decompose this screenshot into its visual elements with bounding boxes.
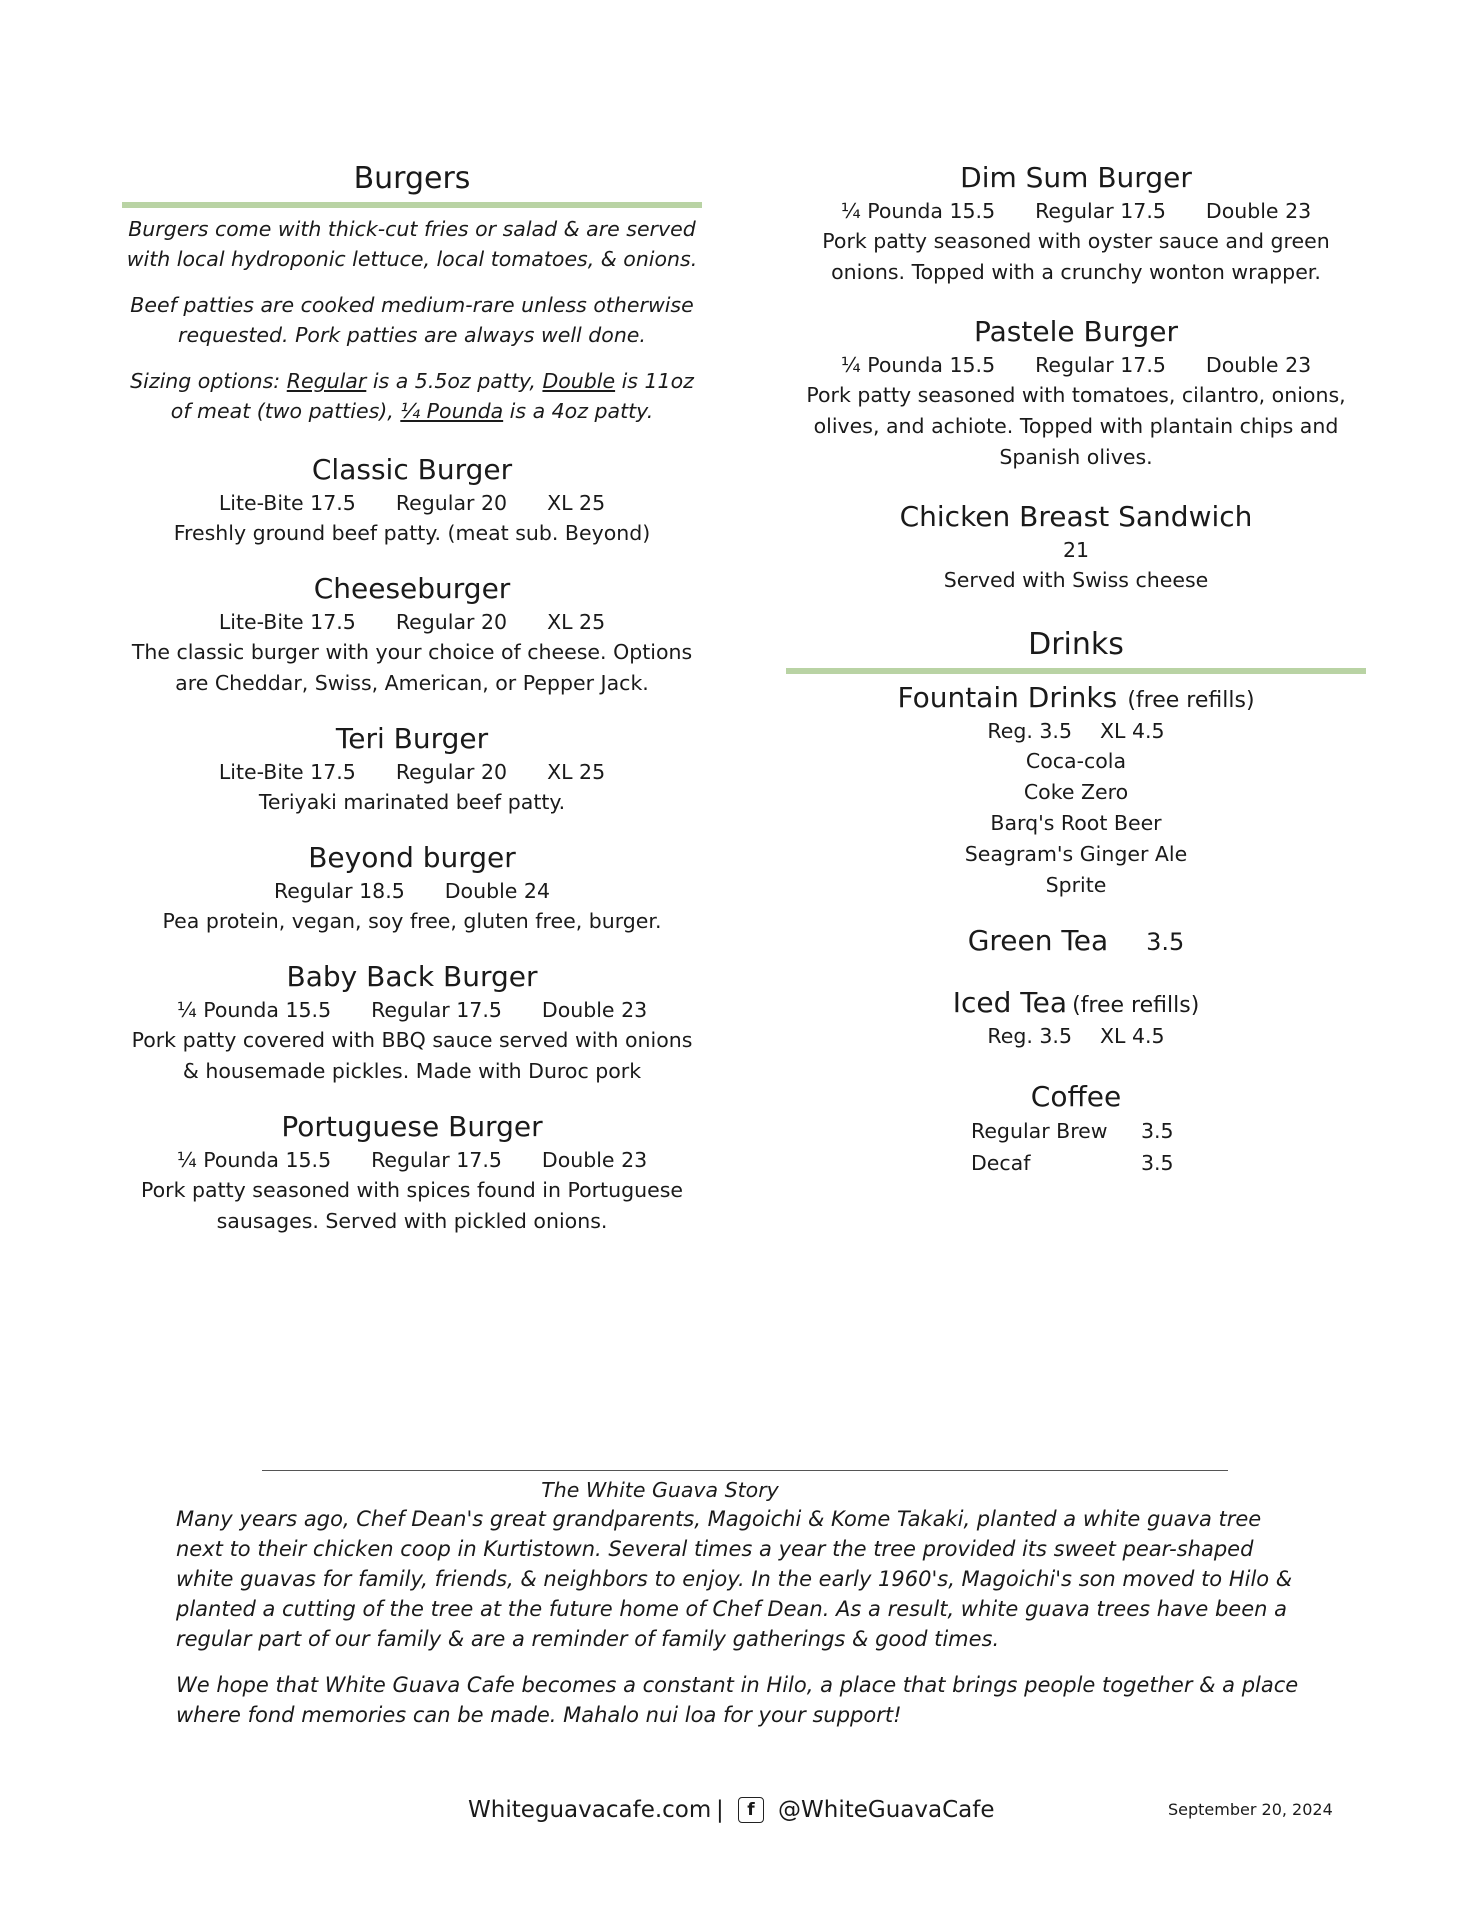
item-description: Pork patty seasoned with tomatoes, cilantro, onions, olives, and achiote. Topped with plantain chips and Spanish olives. [806,383,1346,469]
price-option: ¼ Pounda 15.5 [176,1148,332,1172]
price-option: ¼ Pounda 15.5 [840,199,996,223]
coffee-price: 3.5 [1141,1119,1174,1143]
item-name: Classic Burger [311,453,513,486]
item-prices [122,488,702,518]
price-option: Double 24 [444,879,551,903]
drink-name: Coffee [1030,1080,1122,1113]
price-option: XL 25 [547,491,606,515]
item-description: Pork patty seasoned with oyster sauce and green onions. Topped with a crunchy wonton wrapper. [822,229,1330,284]
social-handle[interactable]: @WhiteGuavaCafe [778,1797,995,1823]
price-option: Lite-Bite 17.5 [218,610,356,634]
sizing-pounda-text: is a 4oz patty. [503,399,654,423]
item-price: 21 [1062,538,1090,562]
item-prices [786,196,1366,226]
menu-item-pastele-burger [786,314,1366,473]
item-name: Dim Sum Burger [960,161,1192,194]
item-prices [122,995,702,1025]
price-option: ¼ Pounda 15.5 [176,998,332,1022]
price-option: XL 4.5 [1100,1024,1165,1048]
website-link[interactable]: Whiteguavacafe.com [468,1797,712,1823]
burgers-column [122,160,702,1259]
drink-option: Seagram's Ginger Ale [964,842,1188,866]
iced-tea-heading [786,985,1366,1021]
price-option: Regular 17.5 [371,998,502,1022]
fountain-list [786,746,1366,901]
coffee-price: 3.5 [1141,1151,1174,1175]
right-column [786,160,1366,1201]
item-prices [122,757,702,787]
section-divider [786,668,1366,674]
drink-option: Barq's Root Beer [990,811,1162,835]
intro-paragraph: Beef patties are cooked medium-rare unless otherwise requested. Pork patties are always well done. [130,293,694,347]
drink-prices [786,1021,1366,1051]
item-description: Pork patty covered with BBQ sauce served with onions & housemade pickles. Made with Duroc pork [131,1028,693,1083]
drink-name: Fountain Drinks [897,681,1118,714]
item-prices [122,876,702,906]
item-name: Portuguese Burger [281,1110,543,1143]
price-option: Double 23 [541,1148,648,1172]
price-option: Double 23 [1205,353,1312,377]
story-paragraph: Many years ago, Chef Dean's great grandparents, Magoichi & Kome Takaki, planted a white guava tree next to their chicken coop in Kurtistown. Several times a year the tree provided its sweet pear-shaped white guavas for family, friends, & neighbors to enjoy. In the early 1960's, Magoichi's son moved to Hilo & planted a cutting of the tree at the future home of Chef Dean. As a result, white guava trees have been a regular part of our family & are a reminder of family gatherings & good times. [176,1507,1293,1651]
facebook-icon[interactable] [738,1797,764,1823]
price-option: XL 25 [547,610,606,634]
menu-item-chicken-breast-sandwich [786,499,1366,596]
price-option: Regular 17.5 [371,1148,502,1172]
item-description: The classic burger with your choice of cheese. Options are Cheddar, Swiss, American, or Pepper Jack. [131,640,693,695]
menu-item-dim-sum-burger [786,160,1366,288]
fountain-heading [786,680,1366,716]
price-option: Reg. 3.5 [987,1024,1072,1048]
drink-fountain [786,680,1366,901]
sizing-pounda: ¼ Pounda [400,399,504,423]
menu-item-teri-burger [122,721,702,818]
sizing-prefix: Sizing options: [130,369,287,393]
coffee-row [786,1115,1366,1147]
menu-item-beyond-burger [122,840,702,937]
item-name: Baby Back Burger [286,960,538,993]
drink-name: Green Tea [967,924,1109,957]
item-prices [122,607,702,637]
drink-name: Iced Tea [952,986,1067,1019]
item-description: Freshly ground beef patty. (meat sub. Beyond) [173,521,651,545]
intro-paragraph: Burgers come with thick-cut fries or salad & are served with local hydroponic lettuce, local tomatoes, & onions. [126,217,698,271]
price-option: Regular 20 [395,760,508,784]
drink-option: Coke Zero [1023,780,1129,804]
story-body [176,1504,1308,1746]
sizing-double: Double [542,369,616,393]
sizing-regular-text: is a 5.5oz patty, [366,369,543,393]
item-description: Pea protein, vegan, soy free, gluten free, burger. [162,909,662,933]
menu-item-portuguese-burger [122,1109,702,1237]
menu-item-classic-burger [122,452,702,549]
coffee-row [786,1147,1366,1179]
drink-green-tea [786,923,1366,959]
item-name: Teri Burger [335,722,489,755]
price-option: XL 4.5 [1100,719,1165,743]
story-divider [262,1470,1228,1471]
footer-separator: | [716,1797,724,1823]
menu-item-cheeseburger [122,571,702,699]
facebook-glyph: f [747,1800,755,1820]
price-option: Reg. 3.5 [987,719,1072,743]
item-name: Chicken Breast Sandwich [899,500,1253,533]
price-option: Regular 17.5 [1035,353,1166,377]
sizing-options [122,366,702,426]
price-option: Regular 18.5 [273,879,405,903]
price-option: Regular 20 [395,610,508,634]
menu-item-baby-back-burger [122,959,702,1087]
price-option: Lite-Bite 17.5 [218,491,356,515]
drinks-section-title: Drinks [1028,627,1124,662]
sizing-double-text: is 11oz of meat (two patties), [170,369,694,423]
item-name: Beyond burger [308,841,516,874]
section-divider [122,202,702,208]
drink-note: (free refills) [1127,688,1255,713]
coffee-option: Decaf [971,1151,1031,1175]
item-name: Cheeseburger [313,572,511,605]
drink-note: (free refills) [1072,993,1200,1018]
drink-option: Sprite [1045,873,1107,897]
story-title: The White Guava Story [541,1478,779,1502]
price-option: Double 23 [541,998,648,1022]
item-prices [786,350,1366,380]
sizing-regular: Regular [286,369,367,393]
drink-prices [786,716,1366,746]
footer [0,1792,1484,1832]
drink-price: 3.5 [1146,928,1185,956]
price-option: ¼ Pounda 15.5 [840,353,996,377]
price-option: Regular 20 [395,491,508,515]
drink-iced-tea [786,985,1366,1051]
price-option: Regular 17.5 [1035,199,1166,223]
price-option: Double 23 [1205,199,1312,223]
item-name: Pastele Burger [974,315,1178,348]
drink-option: Coca-cola [1025,749,1127,773]
item-description: Teriyaki marinated beef patty. [258,790,566,814]
drink-coffee [786,1079,1366,1179]
burgers-section-title: Burgers [353,161,471,196]
price-option: XL 25 [547,760,606,784]
burgers-intro [122,214,702,426]
price-option: Lite-Bite 17.5 [218,760,356,784]
item-prices [122,1145,702,1175]
item-description: Served with Swiss cheese [943,568,1209,592]
coffee-option: Regular Brew [971,1119,1108,1143]
story-paragraph: We hope that White Guava Cafe becomes a constant in Hilo, a place that brings people together & a place where fond memories can be made. Mahalo nui loa for your support! [176,1673,1299,1727]
menu-date: September 20, 2024 [1168,1800,1333,1819]
item-description: Pork patty seasoned with spices found in Portuguese sausages. Served with pickled onions. [141,1178,683,1233]
